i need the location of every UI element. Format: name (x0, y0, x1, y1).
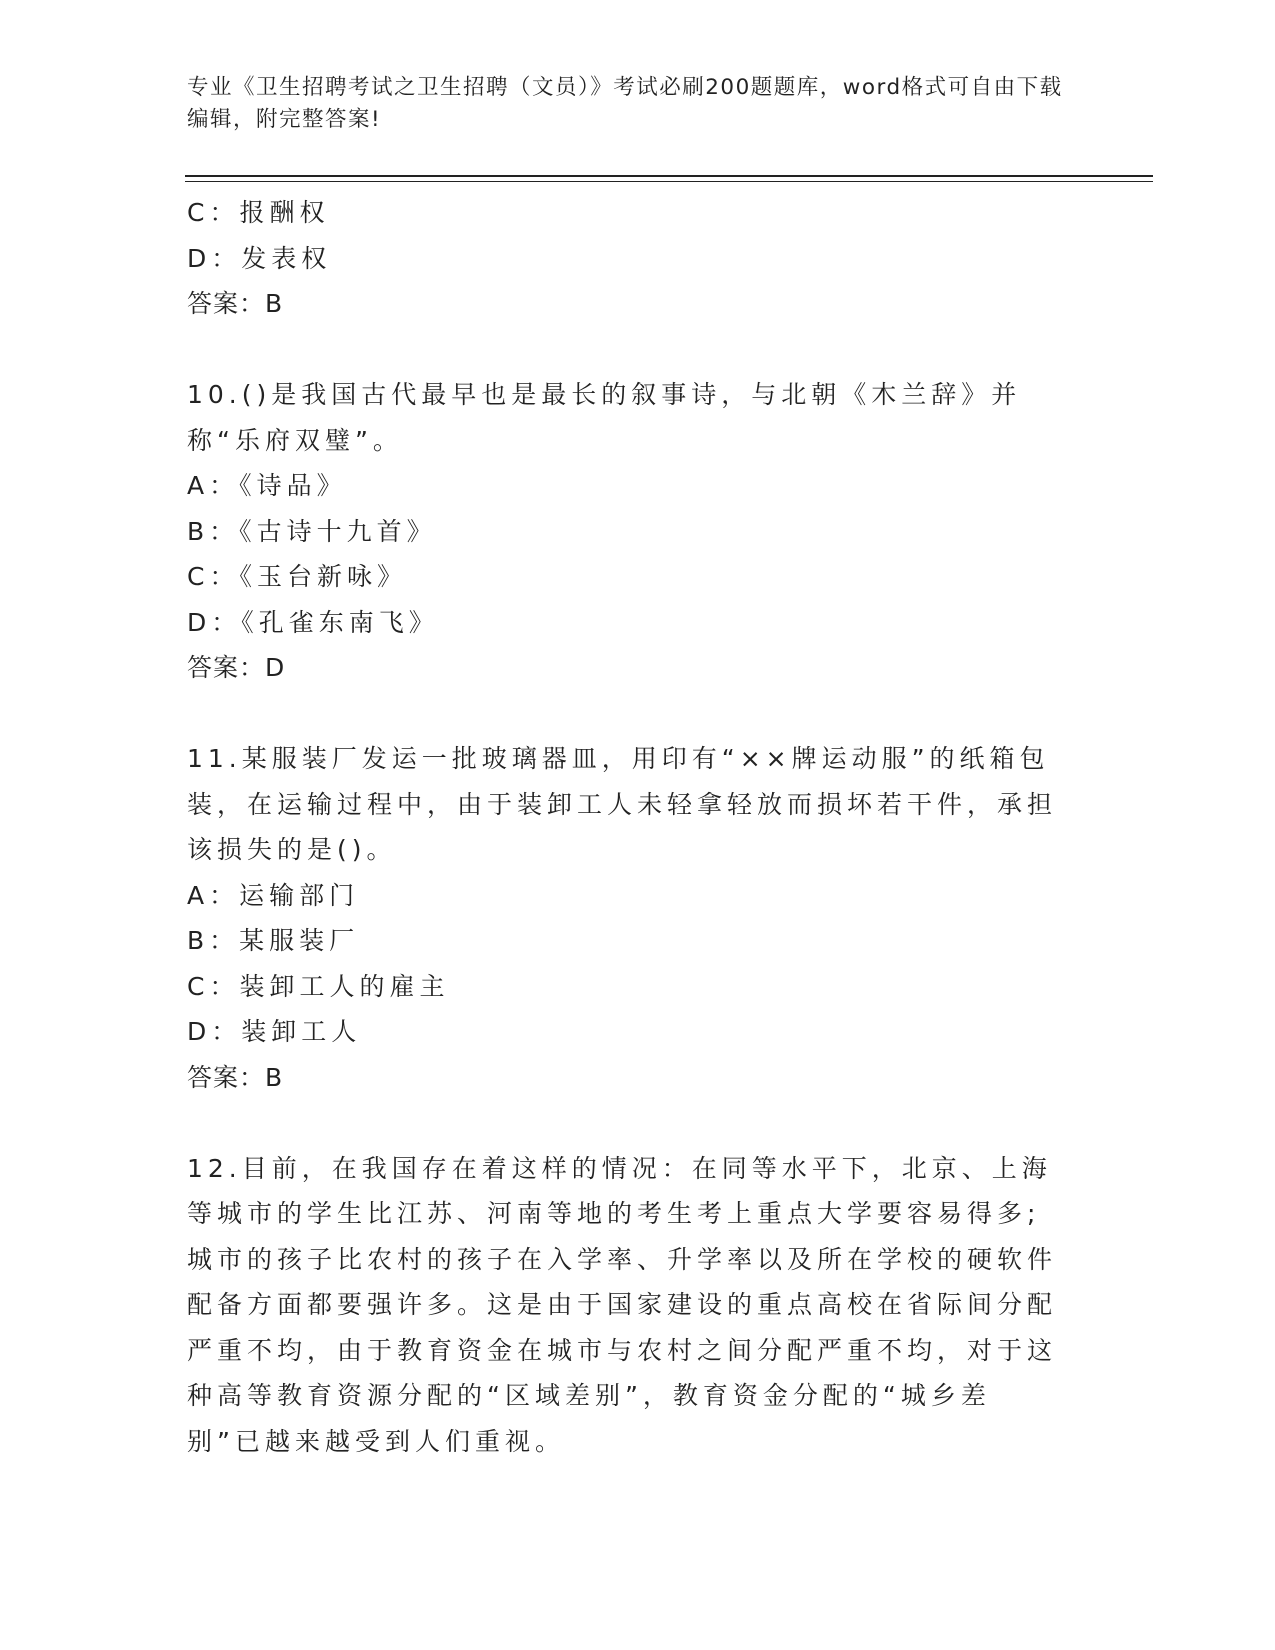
option-d: D：发表权 (187, 243, 332, 273)
option-b: B：某服装厂 (187, 926, 360, 955)
question-11 (187, 736, 1067, 1100)
option-c: C：《玉台新咏》 (187, 562, 407, 591)
option-a: A：《诗品》 (187, 471, 347, 500)
header-divider-thick (185, 175, 1153, 177)
document-header: 专业《卫生招聘考试之卫生招聘（文员）》考试必刷200题题库，word格式可自由下载编辑，附完整答案! (187, 75, 1063, 132)
answer: 答案：B (187, 1062, 284, 1092)
question-12 (187, 1146, 1067, 1465)
option-b: B：《古诗十九首》 (187, 516, 437, 546)
option-c: C：报酬权 (187, 198, 330, 227)
option-c: C：装卸工人的雇主 (187, 971, 450, 1001)
question-stem: 12.目前，在我国存在着这样的情况：在同等水平下，北京、上海等城市的学生比江苏、河南等地的考生考上重点大学要容易得多;城市的孩子比农村的孩子在入学率、升学率以及所在学校的硬软件配备方面都要强许多。这是由于国家建设的重点高校在省际间分配严重不均，由于教育资金在城市与农村之间分配严重不均，对于这种高等教育资源分配的“区域差别”，教育资金分配的“城乡差别”已越来越受到人们重视。 (187, 1153, 1058, 1456)
document-body (187, 190, 1067, 1464)
option-d: D：装卸工人 (187, 1017, 362, 1046)
option-d: D：《孔雀东南飞》 (187, 607, 439, 637)
question-stem: 11.某服装厂发运一批玻璃器皿，用印有“××牌运动服”的纸箱包装，在运输过程中，由于装卸工人未轻拿轻放而损坏若干件，承担该损失的是()。 (187, 744, 1058, 864)
answer: 答案：B (187, 289, 284, 318)
spacer (187, 327, 1067, 373)
previous-question (187, 190, 1067, 327)
spacer (187, 1100, 1067, 1146)
question-stem: 10.()是我国古代最早也是最长的叙事诗，与北朝《木兰辞》并称“乐府双璧”。 (187, 380, 1022, 455)
header-divider-thin (185, 181, 1153, 182)
spacer (187, 691, 1067, 737)
question-10 (187, 372, 1067, 691)
answer: 答案：D (187, 653, 286, 682)
option-a: A：运输部门 (187, 880, 360, 910)
